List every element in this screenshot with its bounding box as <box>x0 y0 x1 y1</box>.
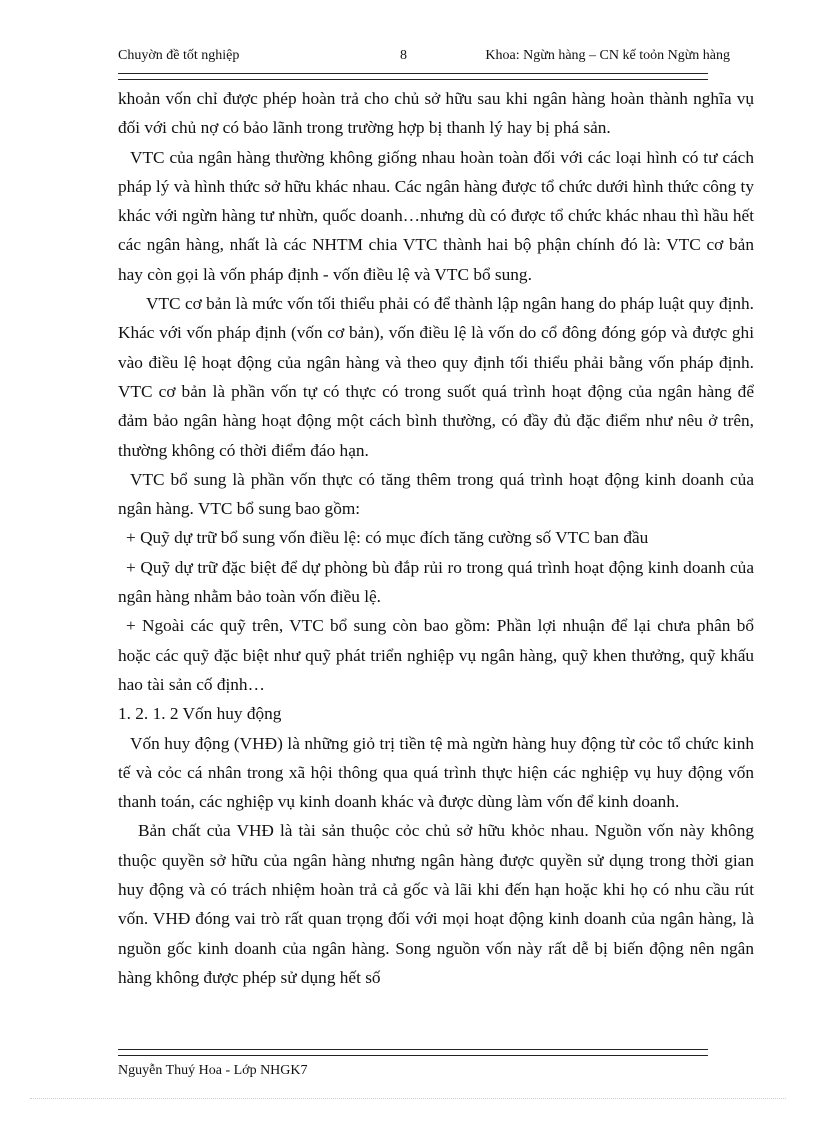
footer-divider <box>118 1049 708 1056</box>
paragraph-vtc-basic: VTC cơ bản là mức vốn tối thiểu phải có để thành lập ngân hang do pháp luật quy định. Khác với vốn pháp định (vốn cơ bản), vốn điều lệ là vốn do cổ đông đóng góp và được ghi vào điều lệ hoạt động của ngân hàng và theo quy định tối thiểu phải bằng vốn pháp định. VTC cơ bản là phần vốn tự có thực có trong suốt quá trình hoạt động của ngân hàng để đảm bảo ngân hàng hoạt động một cách bình thường, có đầy đủ đặc điểm như nêu ở trên, thường không có thời điểm đáo hạn. <box>118 294 754 460</box>
header-divider <box>118 73 708 80</box>
paragraph-vtc-types: VTC của ngân hàng thường không giống nhau hoàn toàn đối với các loại hình có tư cách pháp lý và hình thức sở hữu khác nhau. Các ngân hàng được tổ chức dưới hình thức công ty khác với ngừn hàng tư nhừn, quốc doanh…nhưng dù có được tổ chức khác nhau thì hầu hết các ngân hàng, nhất là các NHTM chia VTC thành hai bộ phận chính đó là: VTC cơ bản hay còn gọi là vốn pháp định - vốn điều lệ và VTC bổ sung. <box>118 147 754 284</box>
page-number: 8 <box>400 48 407 63</box>
list-item-other-funds: + Ngoài các quỹ trên, VTC bổ sung còn bao gồm: Phần lợi nhuận để lại chưa phân bổ hoặc các quỹ đặc biệt như quỹ phát triển nghiệp vụ ngân hàng, quỹ khen thưởng, quỹ khấu hao tài sản cố định… <box>118 616 754 694</box>
paragraph-continuation: khoản vốn chỉ được phép hoàn trả cho chủ sở hữu sau khi ngân hàng hoàn thành nghĩa vụ đối với chủ nợ có bảo lãnh trong trường hợp bị thanh lý hay bị phá sản. <box>118 89 754 138</box>
document-body <box>118 84 754 992</box>
page-header <box>118 48 730 68</box>
paragraph-mobilized-capital: Vốn huy động (VHĐ) là những giỏ trị tiền tệ mà ngừn hàng huy động từ cỏc tổ chức kinh tế và cỏc cá nhân trong xã hội thông qua quá trình thực hiện các nghiệp vụ huy động vốn thanh toán, các nghiệp vụ kinh doanh khác và được dùng làm vốn để kinh doanh. <box>118 733 754 812</box>
list-item-reserve-fund: + Quỹ dự trữ bổ sung vốn điều lệ: có mục đích tăng cường số VTC ban đầu <box>126 528 649 548</box>
page-footer: Nguyễn Thuý Hoa - Lớp NHGK7 <box>118 1063 308 1078</box>
section-heading: 1. 2. 1. 2 Vốn huy động <box>118 704 282 724</box>
list-item-special-reserve: + Quỹ dự trữ đặc biệt để dự phòng bù đắp rủi ro trong quá trình hoạt động kinh doanh của ngân hàng nhằm bảo toàn vốn điều lệ. <box>118 557 754 607</box>
header-department: Khoa: Ngừn hàng – CN kế toỏn Ngừn hàng <box>485 48 730 63</box>
header-title: Chuyờn đề tốt nghiệp <box>118 48 240 63</box>
page-edge-dotted-line <box>30 1098 786 1099</box>
paragraph-vtc-supplementary: VTC bổ sung là phần vốn thực có tăng thêm trong quá trình hoạt động kinh doanh của ngân hàng. VTC bổ sung bao gồm: <box>118 469 754 519</box>
paragraph-mobilized-nature: Bản chất của VHĐ là tài sản thuộc cỏc chủ sở hữu khỏc nhau. Nguồn vốn này không thuộc quyền sở hữu của ngân hàng nhưng ngân hàng được quyền sử dụng trong thời gian huy động và có trách nhiệm hoàn trả cả gốc và lãi khi đến hạn hoặc khi họ có nhu cầu rút vốn. VHĐ đóng vai trò rất quan trọng đối với mọi hoạt động kinh doanh của ngân hàng, là nguồn gốc kinh doanh của ngân hàng. Song nguồn vốn này rất dễ bị biến động nên ngân hàng không được phép sử dụng hết số <box>118 821 754 987</box>
